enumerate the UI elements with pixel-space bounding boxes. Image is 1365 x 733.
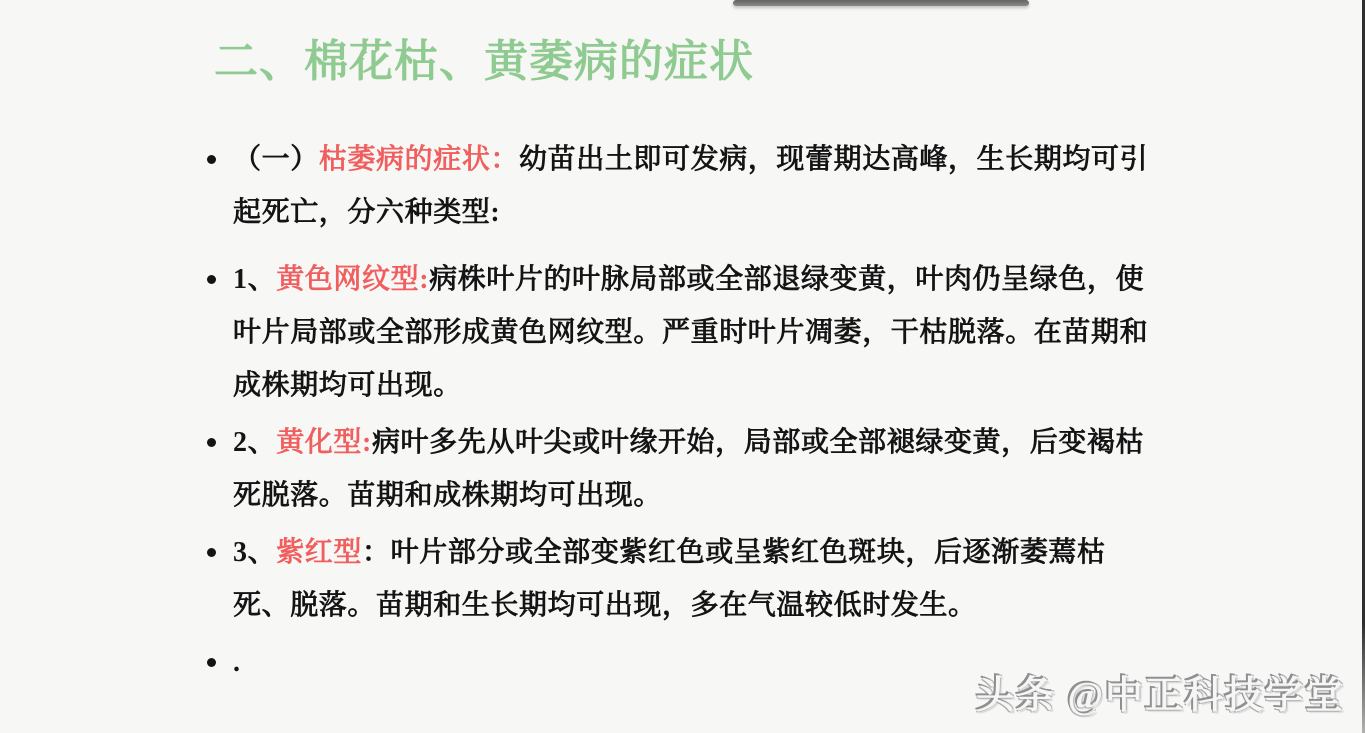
bullet-dot <box>207 275 216 284</box>
text-segment: 2、 <box>233 427 277 458</box>
list-item <box>205 416 1157 522</box>
bullet-dot <box>207 155 216 164</box>
video-progress-bar[interactable] <box>733 0 1029 6</box>
text-segment: （一） <box>233 144 319 175</box>
bullet-dot <box>207 438 216 447</box>
list-item <box>205 133 1157 239</box>
bullet-dot <box>207 548 216 557</box>
highlight-text-segment: 紫红型 <box>276 537 363 568</box>
watermark: 头条 @中正科技学堂 <box>976 675 1345 717</box>
text-segment: ：叶片部分或全部变紫红色或呈紫红色斑块，后逐渐萎蔫枯死、脱落。苗期和生长期均可出现，多在气温较低时发生。 <box>233 537 1106 621</box>
bullet-dot <box>207 658 216 667</box>
highlight-text-segment: 枯萎病的症状： <box>318 144 520 175</box>
text-segment: 3、 <box>233 537 277 568</box>
bullet-list <box>205 133 1157 693</box>
list-item <box>205 526 1157 632</box>
text-segment: 幼苗出土即可发病，现蕾期达高峰，生长期均可引起死亡，分六种类型: <box>233 144 1149 228</box>
text-segment: 病株叶片的叶脉局部或全部退绿变黄，叶肉仍呈绿色，使叶片局部或全部形成黄色网纹型。严重时叶片凋萎，干枯脱落。在苗期和成株期均可出现。 <box>233 264 1149 401</box>
list-item <box>205 253 1157 412</box>
slide-title: 二、棉花枯、黄萎病的症状 <box>214 37 754 86</box>
text-segment: 病叶多先从叶尖或叶缘开始，局部或全部褪绿变黄，后变褐枯死脱落。苗期和成株期均可出现。 <box>233 427 1145 511</box>
text-segment: . <box>233 647 241 678</box>
text-segment: 1、 <box>233 264 277 295</box>
highlight-text-segment: 黄色网纹型: <box>276 264 430 295</box>
highlight-text-segment: 黄化型: <box>276 427 372 458</box>
